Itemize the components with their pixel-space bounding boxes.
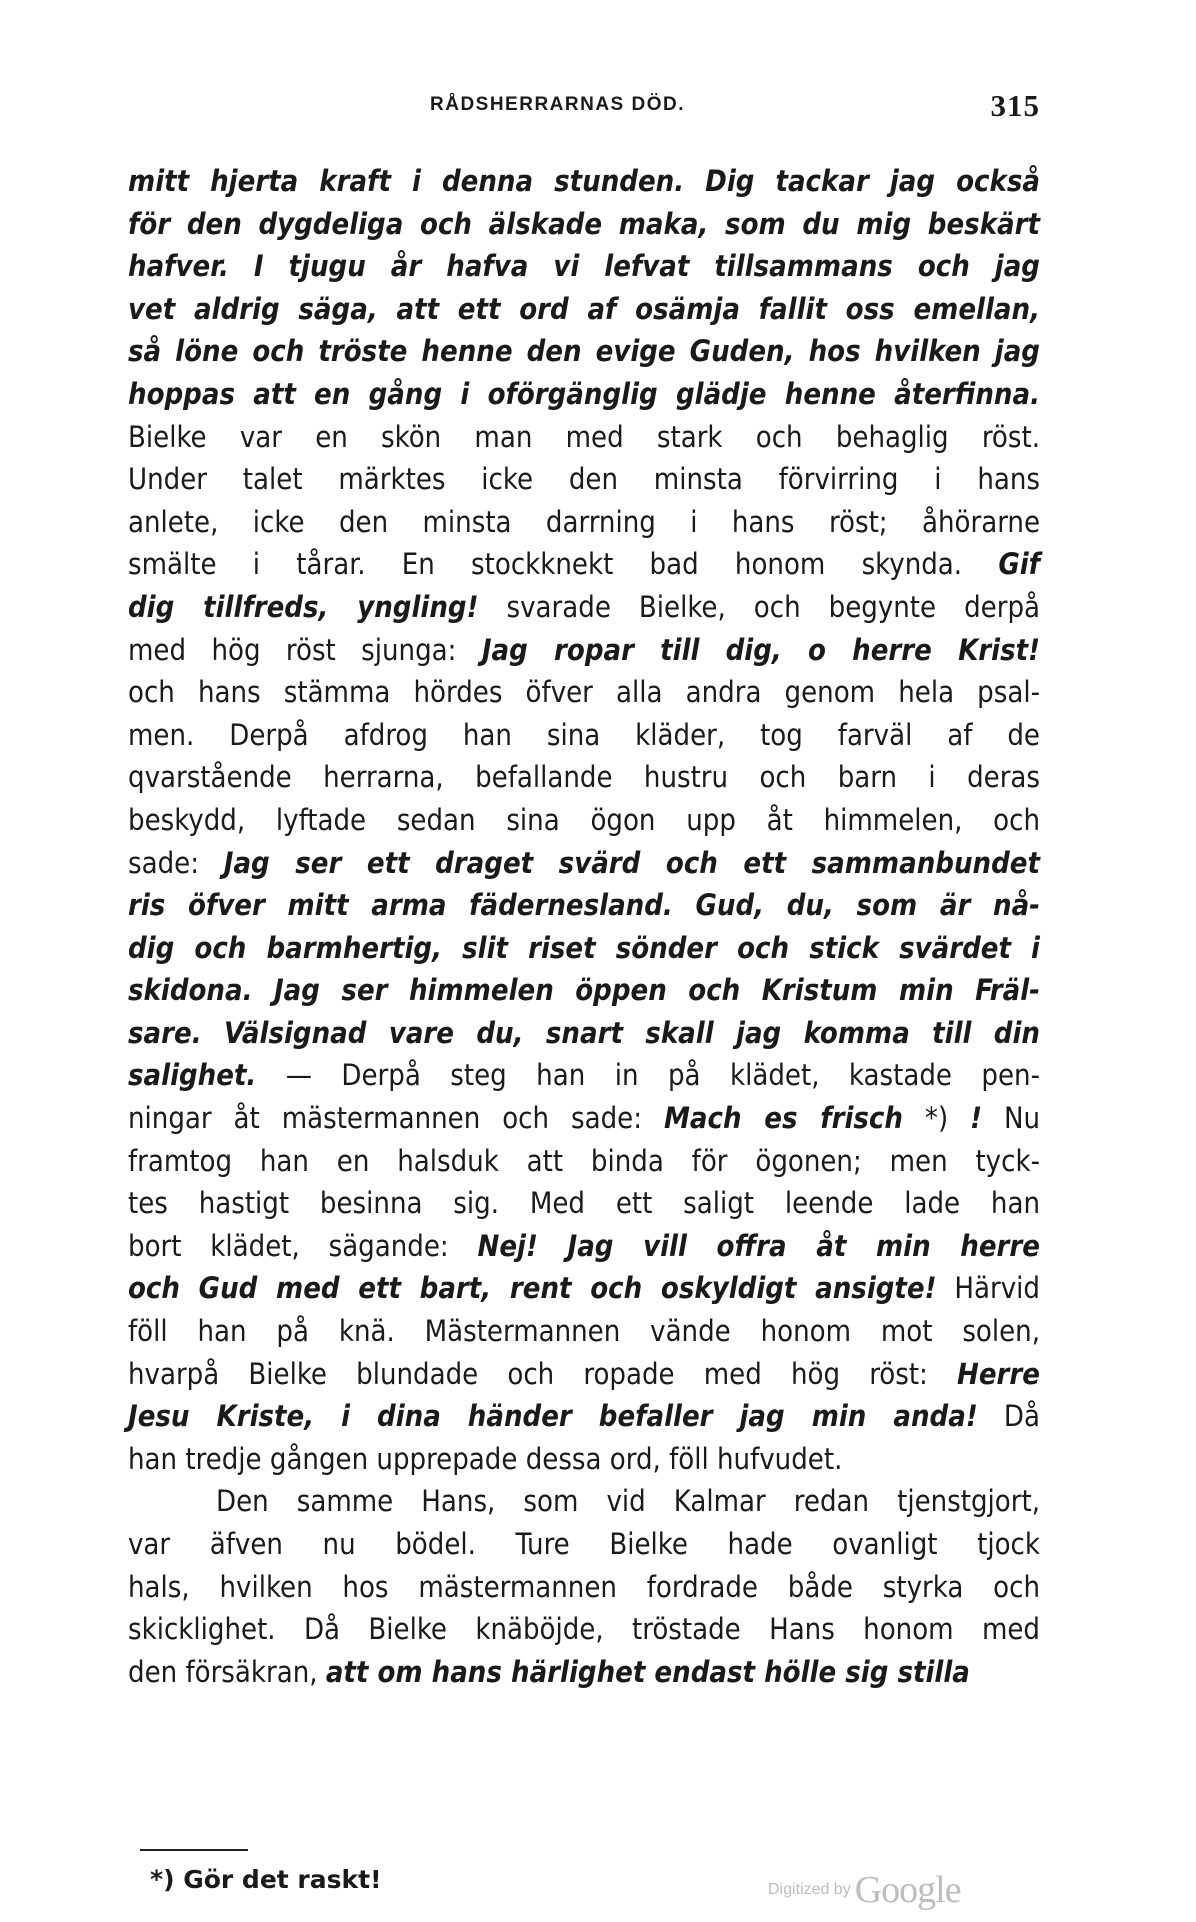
text-line (128, 714, 1040, 757)
text-line (128, 756, 1040, 799)
text-run: qvarstående herrarna, befallande hustru och barn i deras (128, 760, 1040, 795)
text-run: Nu (982, 1101, 1040, 1136)
text-run: hals, hvilken hos mästermannen fordrade både styrka och (128, 1569, 1040, 1604)
text-run: Den samme Hans, som vid Kalmar redan tjenstgjort, (216, 1484, 1040, 1519)
text-line (128, 245, 1040, 288)
text-run: han tredje gången upprepade dessa ord, föll hufvudet. (128, 1441, 843, 1476)
text-line (128, 1054, 1040, 1097)
text-run: — Derpå steg han in på klädet, kastade pen- (256, 1058, 1040, 1093)
italic-text-run: Jag ser ett draget svärd och ett sammanbundet (223, 845, 1040, 880)
text-line (128, 884, 1040, 927)
text-run: men. Derpå afdrog han sina kläder, tog farväl af de (128, 717, 1040, 752)
italic-text-run: sare. Välsignad vare du, snart skall jag komma till din (128, 1015, 1040, 1050)
chapter-title: RÅDSHERRARNAS DÖD. (430, 94, 686, 115)
italic-text-run: dig tillfreds, yngling! (128, 589, 479, 624)
text-run: Då (977, 1399, 1040, 1434)
text-line (128, 1438, 1040, 1481)
text-line (128, 1651, 1040, 1694)
text-line (128, 1566, 1040, 1609)
text-run: svarade Bielke, och begynte derpå (478, 589, 1041, 624)
text-line (128, 1097, 1040, 1140)
text-line (128, 1012, 1040, 1055)
text-run: tes hastigt besinna sig. Med ett saligt leende lade han (128, 1186, 1040, 1221)
text-line (128, 799, 1040, 842)
text-line (128, 1267, 1040, 1310)
text-run: anlete, icke den minsta darrning i hans röst; åhörarne (128, 504, 1040, 539)
text-run: med hög röst sjunga: (128, 632, 482, 667)
text-line (128, 1225, 1040, 1268)
text-line (128, 458, 1040, 501)
text-line (128, 586, 1040, 629)
italic-text-run: mitt hjerta kraft i denna stunden. Dig tackar jag också (128, 164, 1040, 198)
text-line (128, 543, 1040, 586)
text-run: Under talet märktes icke den minsta förvirring i hans (128, 462, 1040, 497)
text-line (128, 288, 1040, 331)
text-line (128, 416, 1040, 459)
text-run: den försäkran, (128, 1654, 326, 1689)
text-line (128, 1353, 1040, 1396)
text-run: sade: (128, 845, 224, 880)
text-line (128, 160, 1040, 203)
italic-text-run: Gif (998, 547, 1040, 582)
italic-text-run: vet aldrig säga, att ett ord af osämja fallit oss emellan, (128, 291, 1040, 326)
digitized-by-watermark (768, 1868, 961, 1912)
text-run: beskydd, lyftade sedan sina ögon upp åt himmelen, och (128, 802, 1040, 837)
footnote: *) Gör det raskt! (150, 1865, 382, 1894)
text-line (128, 1395, 1040, 1438)
text-line (128, 1310, 1040, 1353)
text-line (128, 330, 1040, 373)
text-line (128, 373, 1040, 416)
text-line (128, 1608, 1040, 1651)
italic-text-run: så löne och tröste henne den evige Guden, hos hvilken jag (128, 334, 1040, 369)
text-line (128, 1523, 1040, 1566)
text-line (128, 1182, 1040, 1225)
text-run: *) (902, 1101, 971, 1136)
text-line (128, 1480, 1040, 1523)
text-run: Bielke var en skön man med stark och behaglig röst. (128, 419, 1040, 454)
italic-text-run: ris öfver mitt arma fädernesland. Gud, du, som är nå- (128, 888, 1040, 923)
text-line (128, 842, 1040, 885)
text-line (128, 927, 1040, 970)
text-line (128, 1140, 1040, 1183)
running-head (128, 88, 1040, 128)
italic-text-run: Jesu Kriste, i dina händer befaller jag min anda! (128, 1399, 978, 1434)
italic-text-run: hoppas att en gång i oförgänglig glädje henne återfinna. (128, 376, 1040, 411)
text-run: och hans stämma hördes öfver alla andra genom hela psal- (128, 675, 1040, 710)
italic-text-run: Jag ropar till dig, o herre Krist! (481, 632, 1040, 667)
italic-text-run: och Gud med ett bart, rent och oskyldigt ansigte! (128, 1271, 937, 1306)
text-run: skicklighet. Då Bielke knäböjde, tröstade Hans honom med (128, 1612, 1040, 1647)
text-run: hvarpå Bielke blundade och ropade med hög röst: (128, 1356, 958, 1391)
text-run: Härvid (936, 1271, 1040, 1306)
body-text (128, 160, 1040, 1693)
italic-text-run: salighet. (128, 1058, 257, 1093)
italic-text-run: skidona. Jag ser himmelen öppen och Kristum min Fräl- (128, 973, 1040, 1008)
text-run: bort klädet, sägande: (128, 1228, 478, 1263)
footnote-rule (140, 1849, 248, 1851)
text-line (128, 629, 1040, 672)
italic-text-run: Mach es frisch (663, 1101, 903, 1136)
italic-text-run: ! (970, 1101, 982, 1136)
page-number: 315 (990, 88, 1040, 123)
italic-text-run: Nej! Jag vill offra åt min herre (477, 1228, 1040, 1263)
watermark-prefix: Digitized by (768, 1881, 851, 1898)
text-line (128, 203, 1040, 246)
italic-text-run: för den dygdeliga och älskade maka, som du mig beskärt (128, 206, 1040, 241)
italic-text-run: att om hans härlighet endast hölle sig stilla (325, 1654, 970, 1689)
text-run: framtog han en halsduk att binda för ögonen; men tyck- (128, 1143, 1040, 1178)
text-run: smälte i tårar. En stockknekt bad honom skynda. (128, 547, 999, 582)
text-run: ningar åt mästermannen och sade: (128, 1101, 664, 1136)
italic-text-run: hafver. I tjugu år hafva vi lefvat tillsammans och jag (128, 249, 1040, 284)
text-run: var äfven nu bödel. Ture Bielke hade ovanligt tjock (128, 1527, 1040, 1561)
italic-text-run: Herre (957, 1356, 1040, 1391)
text-line (128, 501, 1040, 544)
text-run: föll han på knä. Mästermannen vände honom mot solen, (128, 1314, 1040, 1349)
watermark-logo: Google (854, 1869, 961, 1911)
italic-text-run: dig och barmhertig, slit riset sönder och stick svärdet i (128, 930, 1040, 965)
text-line (128, 671, 1040, 714)
text-line (128, 969, 1040, 1012)
